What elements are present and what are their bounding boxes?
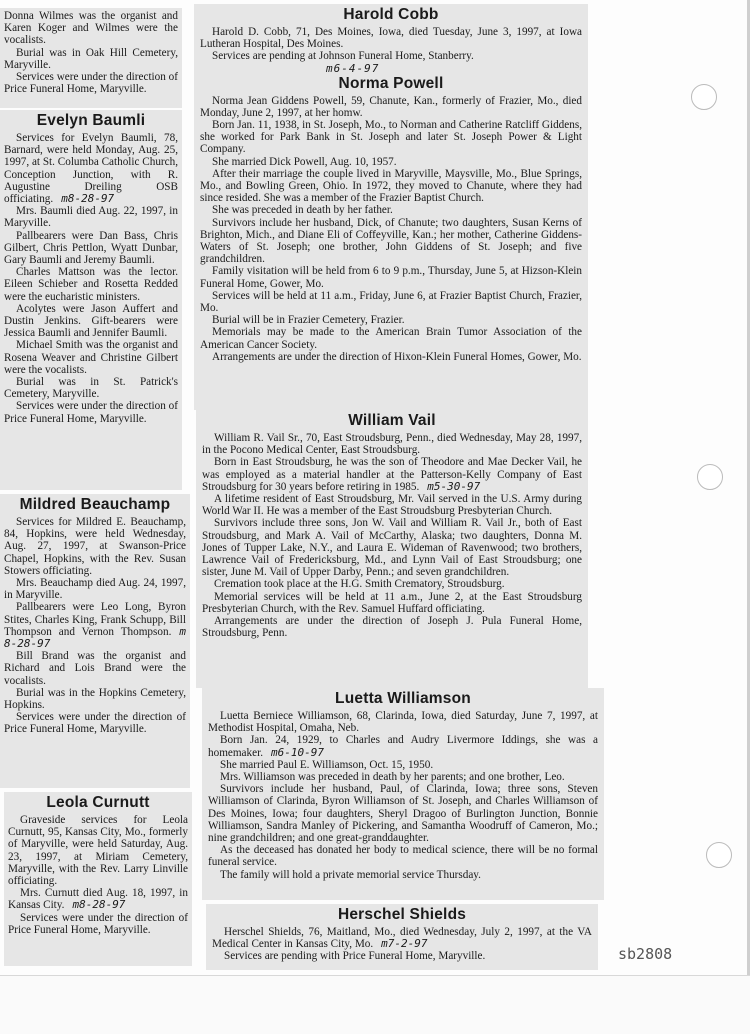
obituary-paragraph: Arrangements are under the direction of Hixon-Klein Funeral Homes, Gower, Mo. bbox=[212, 350, 582, 363]
obituary-paragraph: Services for Evelyn Baumli, 78, Barnard, were held Monday, Aug. 25, 1997, at St. Columba Catholic Church, Conception Junction, with R. Augustine Dreiling OSB officiating. bbox=[4, 132, 179, 206]
obituary-paragraph: Survivors include her husband, Paul, of Clarinda, Iowa; three sons, Steven Williamson of Clarinda, Byron Williamson of St. Joseph, and Charles Williamson of Des Moines, Iowa; four daughters, Sheryl Dragoo of Burlington Junction, Bonnie Williamson, Sandra Manley of Pickering, and Samantha Woodruff of Cameron, Mo.; nine grandchildren; and one great-granddaughter. bbox=[208, 783, 598, 845]
obituary-paragraph: Mrs. Beauchamp died Aug. 24, 1997, in Maryville. bbox=[4, 577, 186, 602]
obituary-paragraph: Services are pending with Price Funeral Home, Maryville. bbox=[224, 950, 486, 963]
obituary-paragraph: Family visitation will be held from 6 to 9 p.m., Thursday, June 5, at Hizson-Klein Funeral Home, Gower, Mo. bbox=[200, 265, 582, 290]
obituary-paragraph: Cremation took place at the H.G. Smith Crematory, Stroudsburg. bbox=[214, 578, 505, 591]
obituary-paragraph: William R. Vail Sr., 70, East Stroudsburg, Penn., died Wednesday, May 28, 1997, in the Pocono Medical Center, East Stroudsburg. bbox=[202, 432, 582, 457]
obituary-paragraph: Burial was in the Hopkins Cemetery, Hopkins. bbox=[4, 686, 186, 712]
wilmes-line-1: Donna Wilmes was the organist and Karen Koger and Wilmes were the vocalists. bbox=[4, 10, 178, 47]
obituary-paragraph: Services were under the direction of Price Funeral Home, Maryville. bbox=[8, 911, 188, 936]
obituary-paragraph: The family will hold a private memorial service Thursday. bbox=[220, 868, 481, 881]
obituary-paragraph: Michael Smith was the organist and Rosena Weaver and Christine Gilbert were the vocalists. bbox=[4, 339, 178, 376]
archive-tag: sb2808 bbox=[618, 945, 673, 963]
bottom-margin bbox=[0, 975, 750, 1034]
obituary-paragraph: Bill Brand was the organist and Richard and Lois Brand were the vocalists. bbox=[4, 650, 186, 687]
clipping-william-vail bbox=[196, 410, 588, 688]
handwritten-date-note: m 8-28-97 bbox=[4, 624, 186, 651]
obituary-paragraph: Survivors include her husband, Dick, of Chanute; two daughters, Susan Kerns of Brighton, Mich., and Diane Eli of Coffeyville, Kan.; her mother, Catherine Giddens-Waters of St. Joseph; one brother, John Giddens of St. Joseph; and five grandchildren. bbox=[200, 216, 582, 266]
handwritten-date-note: m6-4-97 bbox=[326, 61, 380, 75]
obituary-paragraph: Mrs. Curnutt died Aug. 18, 1997, in Kansas City. bbox=[8, 887, 188, 912]
obituary-title: Mildred Beauchamp bbox=[19, 496, 171, 513]
clipping-leola-curnutt bbox=[4, 792, 192, 966]
obituary-paragraph: Harold D. Cobb, 71, Des Moines, Iowa, died Tuesday, June 3, 1997, at Iowa Lutheran Hospital, Des Moines. bbox=[200, 26, 582, 51]
obituary-paragraph: Acolytes were Jason Auffert and Dustin Jenkins. Gift-bearers were Jessica Baumli and Jennifer Baumli. bbox=[4, 302, 178, 340]
obituary-paragraph: Mrs. Baumli died Aug. 22, 1997, in Maryville. bbox=[4, 205, 178, 230]
clipping-wilmes-fragment bbox=[0, 8, 182, 108]
handwritten-date-note: m7-2-97 bbox=[381, 937, 428, 951]
obituary-title: William Vail bbox=[348, 412, 436, 429]
handwritten-date-note: m8-28-97 bbox=[61, 192, 115, 206]
obituary-title: Harold Cobb bbox=[343, 6, 439, 23]
obituary-paragraph: She married Dick Powell, Aug. 10, 1957. bbox=[212, 155, 397, 168]
obituary-title: Leola Curnutt bbox=[46, 794, 150, 811]
obituary-paragraph: After their marriage the couple lived in Maryville, Maysville, Mo., Blue Springs, Mo., and Bowling Green, Ohio. In 1972, they moved to Chanute, where they had since resided. She was a member of the Frazier Baptist Church. bbox=[200, 167, 582, 205]
obituary-paragraph: As the deceased has donated her body to medical science, there will be no formal funeral service. bbox=[208, 844, 598, 869]
obituary-paragraph: Pallbearers were Dan Bass, Chris Gilbert, Chris Pettlon, Wyatt Dunbar, Gary Baumli and Jeremy Baumli. bbox=[4, 229, 178, 267]
obituary-title: Herschel Shields bbox=[337, 906, 467, 923]
obituary-paragraph: Norma Jean Giddens Powell, 59, Chanute, Kan., formerly of Frazier, Mo., died Monday, June 2, 1997, at her homw. bbox=[200, 94, 582, 119]
obituary-paragraph: Born Jan. 24, 1929, to Charles and Audry Livermore Iddings, she was a homemaker. bbox=[208, 734, 598, 759]
obituary-paragraph: Memorial services will be held at 11 a.m., June 2, at the East Stroudsburg Presbyterian Church, with the Rev. Samuel Huffard officiating. bbox=[202, 590, 582, 615]
obituary-paragraph: Born Jan. 11, 1938, in St. Joseph, Mo., to Norman and Catherine Ratcliff Giddens, she worked for Park Bank in St. Joseph and later St. Joseph Power & Light Company. bbox=[200, 119, 582, 156]
obituary-paragraph: She was preceded in death by her father. bbox=[212, 204, 393, 217]
binder-hole-top bbox=[691, 84, 717, 110]
binder-hole-bottom bbox=[706, 842, 732, 868]
obituary-paragraph: Born in East Stroudsburg, he was the son of Theodore and Mae Decker Vail, he was employed as a material handler at the Patterson-Kelly Company of East Stroudsburg for 30 years before retiring in 1985. bbox=[202, 456, 582, 493]
clipping-mildred-beauchamp bbox=[0, 494, 190, 788]
obituary-paragraph: Services are pending at Johnson Funeral Home, Stanberry. bbox=[212, 50, 474, 63]
obituary-paragraph: Luetta Berniece Williamson, 68, Clarinda, Iowa, died Saturday, June 7, 1997, at Methodist Hospital, Omaha, Neb. bbox=[208, 710, 598, 735]
obituary-paragraph: A lifetime resident of East Stroudsburg, Mr. Vail served in the U.S. Army during World War II. He was a member of the East Stroudsburg Presbyterian Church. bbox=[202, 493, 582, 518]
handwritten-date-note: m6-10-97 bbox=[271, 745, 324, 759]
handwritten-date-note: m5-30-97 bbox=[427, 479, 481, 493]
obituary-paragraph: Arrangements are under the direction of Joseph J. Pula Funeral Home, Stroudsburg, Penn. bbox=[202, 615, 582, 640]
obituary-title: Norma Powell bbox=[338, 74, 444, 92]
clipping-evelyn-baumli bbox=[0, 110, 182, 490]
clipping-cobb-powell bbox=[194, 4, 588, 410]
clipping-herschel-shields bbox=[206, 904, 598, 970]
obituary-paragraph: Services will be held at 11 a.m., Friday, June 6, at Frazier Baptist Church, Frazier, Mo. bbox=[200, 289, 582, 315]
obituary-paragraph: Herschel Shields, 76, Maitland, Mo., died Wednesday, July 2, 1997, at the VA Medical Center in Kansas City, Mo. bbox=[212, 926, 592, 951]
obituary-title: Evelyn Baumli bbox=[36, 112, 146, 129]
handwritten-date-note: m8-28-97 bbox=[72, 898, 126, 912]
obituary-paragraph: Memorials may be made to the American Brain Tumor Association of the American Cancer Society. bbox=[200, 326, 582, 351]
obituary-paragraph: Services were under the direction of Price Funeral Home, Maryville. bbox=[4, 400, 178, 425]
obituary-paragraph: Pallbearers were Leo Long, Byron Stites, Charles King, Frank Schupp, Bill Thompson and Vernon Thompson. bbox=[4, 601, 186, 638]
obituary-paragraph: Burial was in St. Patrick's Cemetery, Maryville. bbox=[4, 376, 178, 401]
obituary-paragraph: Services were under the direction of Price Funeral Home, Maryville. bbox=[4, 711, 186, 736]
obituary-paragraph: Mrs. Williamson was preceded in death by her parents; and one brother, Leo. bbox=[220, 771, 565, 784]
obituary-paragraph: Survivors include three sons, Jon W. Vail and William R. Vail Jr., both of East Stroudsburg, and Mark A. Vail of McCarthy, Alaska; two daughters, Donna M. Jones of Tupper Lake, N.Y., and Laura E. Wideman of Ravenwood; two brothers, Lawrence Vail of Fredericksburg, Md., and Lynn Vail of East Stroudsburg; one sister, June M. Vail of Upper Darby, Penn.; and seven grandchildren. bbox=[202, 517, 582, 579]
obituary-title: Luetta Williamson bbox=[335, 690, 471, 707]
binder-hole-middle bbox=[697, 464, 723, 490]
obituary-paragraph: Burial will be in Frazier Cemetery, Frazier. bbox=[212, 314, 405, 327]
obituary-paragraph: Graveside services for Leola Curnutt, 95, Kansas City, Mo., formerly of Maryville, were held Saturday, Aug. 23, 1997, at Miriam Cemetery, Maryville, with the Rev. Larry Linville officiating. bbox=[8, 814, 188, 888]
wilmes-line-2: Burial was in Oak Hill Cemetery, Maryville. bbox=[4, 46, 178, 71]
wilmes-line-3: Services were under the direction of Price Funeral Home, Maryville. bbox=[4, 71, 178, 96]
obituary-paragraph: Charles Mattson was the lector. Eileen Schieber and Rosetta Redded were the eucharistic ministers. bbox=[4, 266, 178, 303]
obituary-paragraph: She married Paul E. Williamson, Oct. 15, 1950. bbox=[220, 758, 434, 771]
obituary-paragraph: Services for Mildred E. Beauchamp, 84, Hopkins, were held Wednesday, Aug. 27, 1997, at Swanson-Price Chapel, Hopkins, with the Rev. Susan Stowers officiating. bbox=[4, 516, 186, 577]
clipping-luetta-williamson bbox=[202, 688, 604, 900]
